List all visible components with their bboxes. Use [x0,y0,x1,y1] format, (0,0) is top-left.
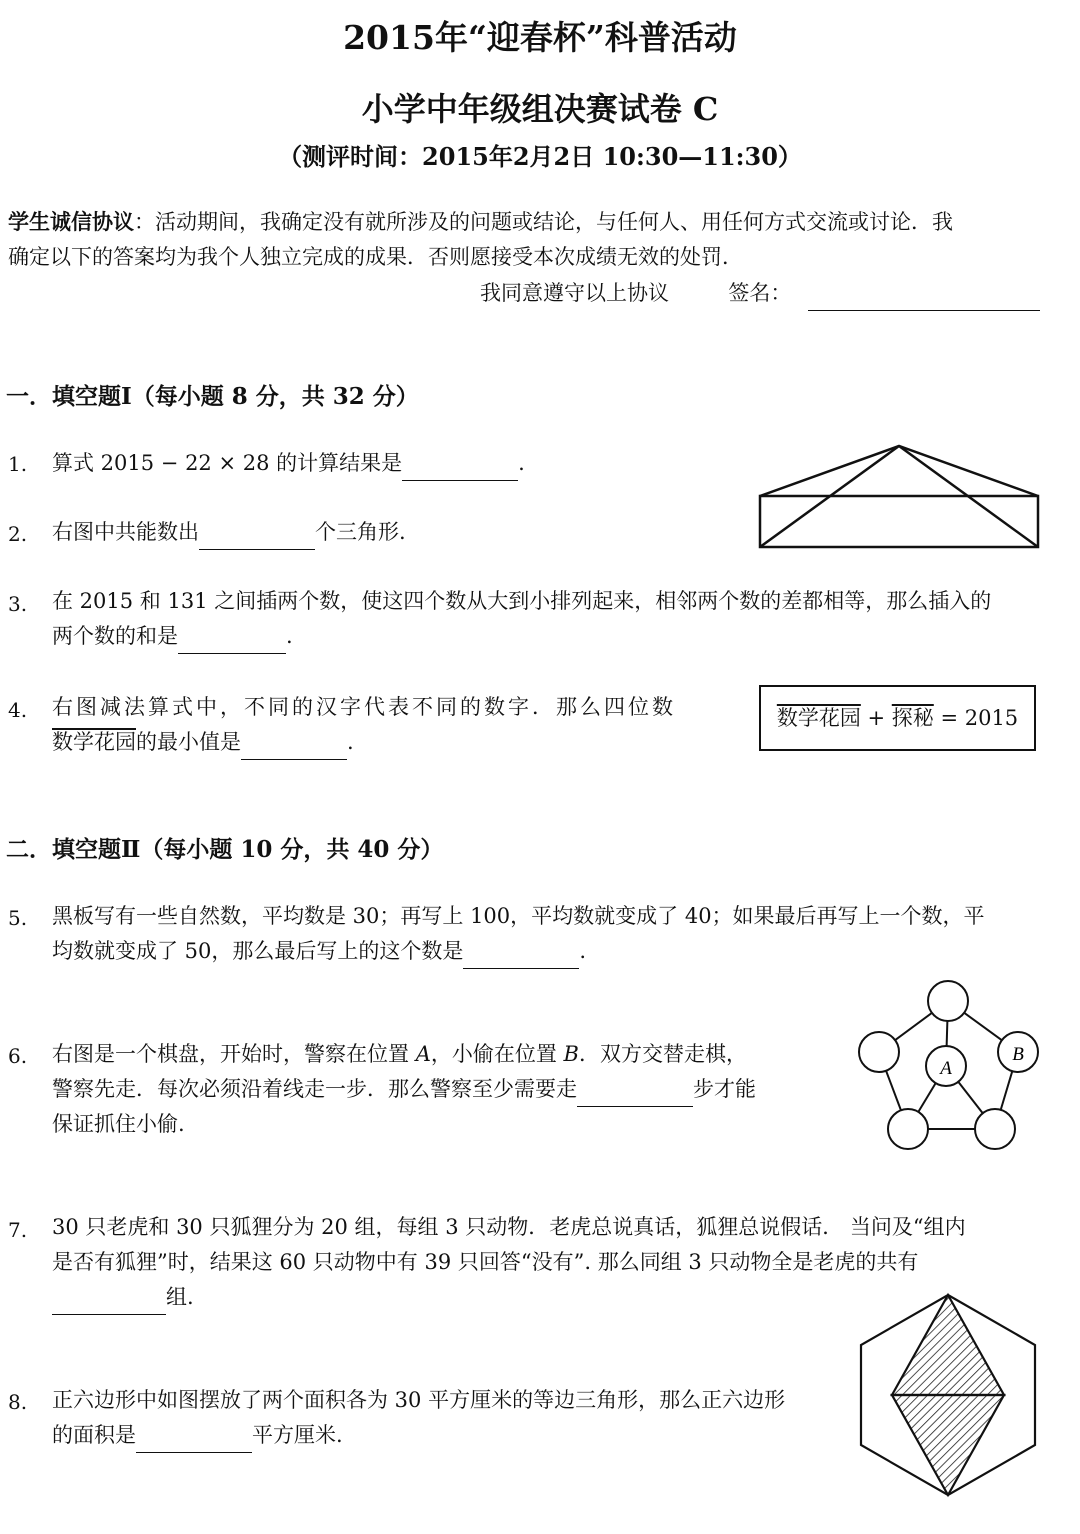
question-4-number: 数学花园 [52,730,136,754]
question-2-text: 右图中共能数出 [52,520,199,544]
equation-term-1: 数学花园 [776,706,861,730]
question-6-line1b: ，小偷在位置 [430,1042,564,1066]
question-8-line2: 的面积是 [52,1423,136,1447]
question-4-end: . [347,730,354,754]
question-3-line1: 在 2015 和 131 之间插两个数，使这四个数从大到小排列起来，相邻两个数的差都相等，那么插入的 [52,589,992,613]
question-6 [52,1037,832,1142]
hexagon-figure [852,1292,1044,1500]
question-number: 2. [8,522,28,546]
exam-title: 2015年“迎春杯”科普活动 [343,18,737,57]
pledge-sign-row [480,276,1040,311]
question-number: 3. [8,592,28,616]
answer-blank-4[interactable] [241,735,347,760]
answer-blank-5[interactable] [463,944,579,969]
question-6-pos-a: A [415,1042,431,1066]
question-6-line1a: 右图是一个棋盘，开始时，警察在位置 [52,1042,416,1066]
triangle-top [892,1295,1004,1395]
exam-time: （测评时间：2015年2月2日 10:30—11:30） [278,142,802,171]
question-5-line1: 黑板写有一些自然数，平均数是 30；再写上 100，平均数就变成了 40；如果最后再写上一个数，平 [52,904,985,928]
question-number: 8. [8,1390,28,1414]
question-1-text: 算式 2015 − 22 × 28 的计算结果是 [52,451,403,475]
pledge-text [8,204,1048,275]
answer-blank-8[interactable] [136,1428,252,1453]
triangle-bottom [892,1395,1004,1495]
node-label-b: B [1012,1044,1024,1065]
question-number: 6. [8,1044,28,1068]
question-4-line2: 的最小值是 [136,730,241,754]
question-4 [52,690,732,760]
question-2-end: 个三角形. [315,520,406,544]
triangle-count-figure [752,440,1044,552]
question-7-end: 组. [166,1285,194,1309]
section-1-title: 一．填空题Ⅰ（每小题 8 分，共 32 分） [6,383,419,410]
question-number: 1. [8,452,28,476]
question-6-line2: 警察先走．每次必须沿着线走一步．那么警察至少需要走 [52,1077,577,1101]
board-node-top [928,981,968,1021]
question-1 [52,446,525,481]
pledge-line1: ：活动期间，我确定没有就所涉及的问题或结论，与任何人、用任何方式交流或讨论．我 [134,210,953,234]
equation-result: = 2015 [933,706,1019,730]
question-number: 5. [8,906,28,930]
question-8 [52,1383,852,1453]
pledge-label: 学生诚信协议 [8,209,134,234]
question-3 [52,584,1052,654]
question-6-line2b: 步才能 [693,1077,756,1101]
question-1-end: . [518,451,525,475]
chessboard-figure [852,976,1042,1154]
signature-field[interactable] [808,286,1040,311]
question-6-line3: 保证抓住小偷. [52,1112,185,1136]
question-2 [52,515,406,550]
answer-blank-2[interactable] [199,525,315,550]
equation-box [759,685,1036,751]
exam-subtitle: 小学中年级组决赛试卷 C [361,90,719,128]
pledge-agree: 我同意遵守以上协议 [480,281,669,305]
question-number: 4. [8,698,28,722]
board-node-bottom-right [975,1109,1015,1149]
answer-blank-6[interactable] [577,1082,693,1107]
section-2-title: 二．填空题Ⅱ（每小题 10 分，共 40 分） [6,836,444,863]
question-5 [52,899,1052,969]
board-node-left [859,1032,899,1072]
sign-label: 签名： [728,281,792,305]
answer-blank-3[interactable] [178,629,286,654]
question-3-end: . [286,624,293,648]
answer-blank-7[interactable] [52,1290,166,1315]
question-5-line2: 均数就变成了 50，那么最后写上的这个数是 [52,939,464,963]
question-8-line1: 正六边形中如图摆放了两个面积各为 30 平方厘米的等边三角形，那么正六边形 [52,1388,786,1412]
question-6-pos-b: B [563,1042,579,1066]
question-7-line1: 30 只老虎和 30 只狐狸分为 20 组，每组 3 只动物．老虎总说真话，狐狸总说假话． 当问及“组内 [52,1215,966,1239]
question-5-end: . [579,939,587,963]
question-3-line2: 两个数的和是 [52,624,178,648]
answer-blank-1[interactable] [402,456,518,481]
pledge-line2: 确定以下的答案均为我个人独立完成的成果．否则愿接受本次成绩无效的处罚． [8,245,743,269]
board-node-bottom-left [888,1109,928,1149]
question-6-line1c: ．双方交替走棋， [578,1042,747,1066]
question-7-line2: 是否有狐狸”时，结果这 60 只动物中有 39 只回答“没有”. 那么同组 3 只动物全是老虎的共有 [52,1250,919,1274]
node-label-a: A [940,1058,952,1079]
question-number: 7. [8,1218,28,1242]
question-8-end: 平方厘米. [252,1423,343,1447]
equation-term-2: 探秘 [891,706,934,730]
question-4-line1: 右图减法算式中，不同的汉字代表不同的数字．那么四位数 [52,695,676,719]
equation-plus: + [860,706,892,730]
